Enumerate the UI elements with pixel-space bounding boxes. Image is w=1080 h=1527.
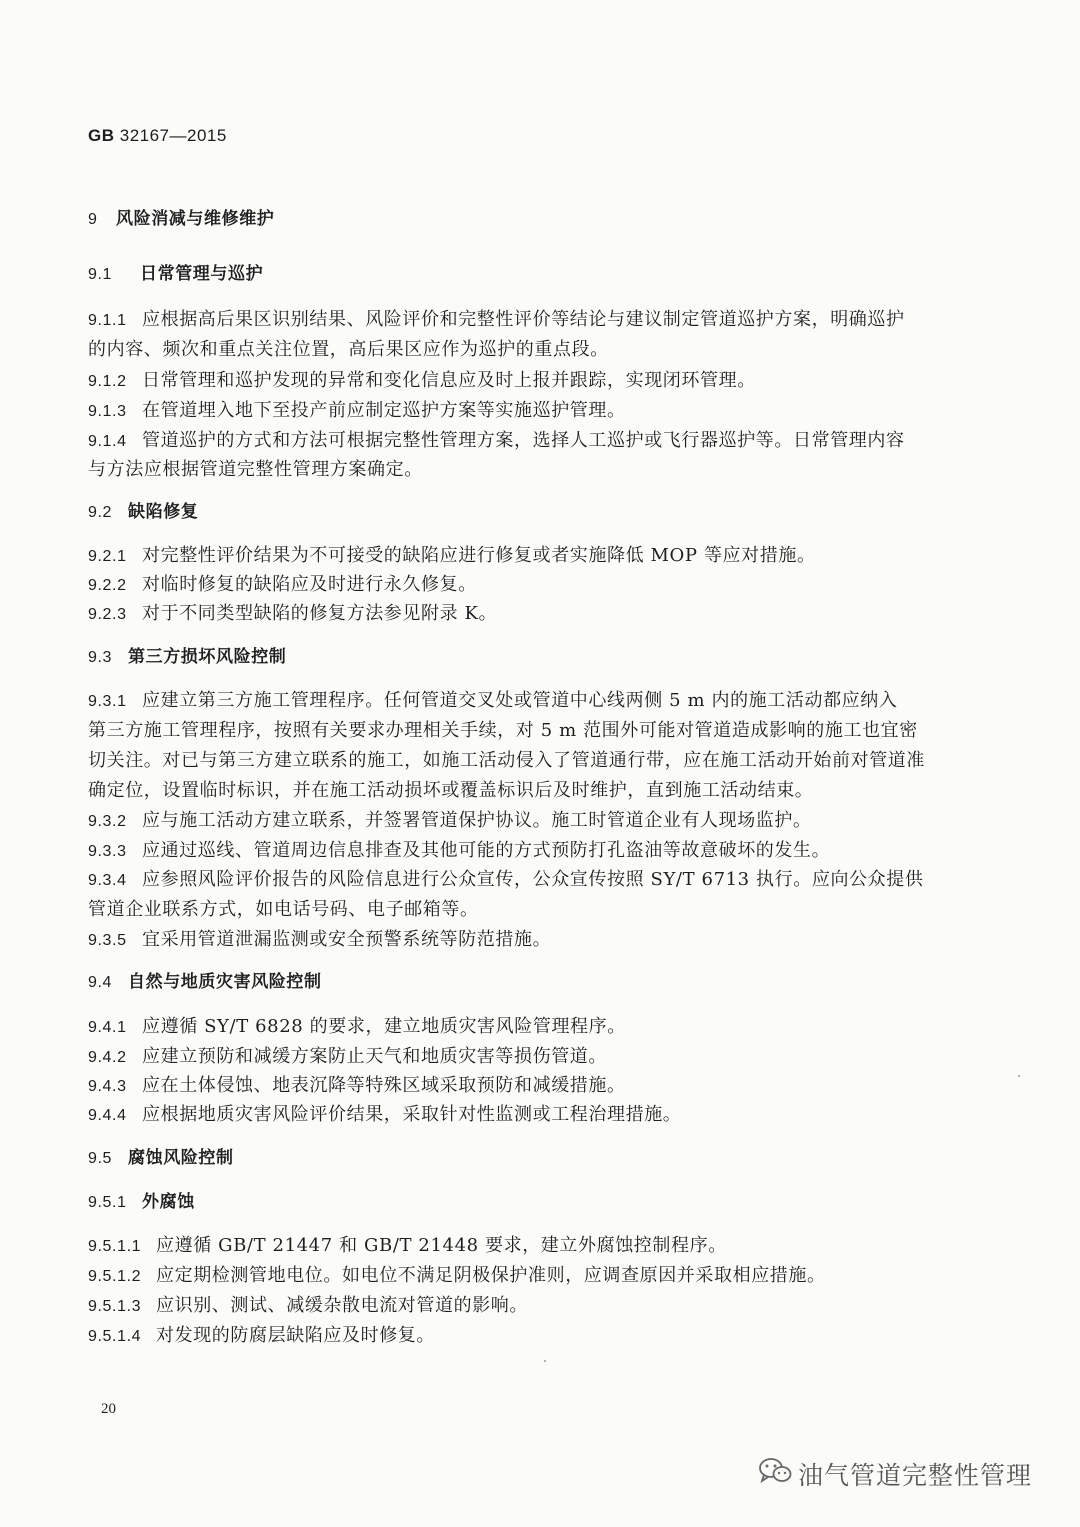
watermark-text: 油气管道完整性管理 xyxy=(798,1461,1033,1490)
clause-9-1-4: 9.1.4 管道巡护的方式和方法可根据完整性管理方案，选择人工巡护或飞行器巡护等。日常管理内容 xyxy=(88,430,905,451)
clause-9-2-2: 9.2.2 对临时修复的缺陷应及时进行永久修复。 xyxy=(88,574,477,595)
section-heading-9-2: 9.2 缺陷修复 xyxy=(88,502,199,522)
clause-9-3-5: 9.3.5 宜采用管道泄漏监测或安全预警系统等防范措施。 xyxy=(88,929,552,950)
clause-9-1-1: 9.1.1 应根据高后果区识别结果、风险评价和完整性评价等结论与建议制定管道巡护方案，明确巡护 xyxy=(88,309,905,330)
clause-9-5-1-1: 9.5.1.1 应遵循 GB/T 21447 和 GB/T 21448 要求，建立外腐蚀控制程序。 xyxy=(88,1235,727,1256)
wechat-icon xyxy=(758,1457,792,1491)
clause-9-3-3: 9.3.3 应通过巡线、管道周边信息排查及其他可能的方式预防打孔盗油等故意破坏的发生。 xyxy=(88,840,831,861)
clause-9-4-3: 9.4.3 应在土体侵蚀、地表沉降等特殊区域采取预防和减缓措施。 xyxy=(88,1075,626,1096)
section-heading-9-5-1: 9.5.1 外腐蚀 xyxy=(88,1192,195,1212)
clause-9-3-4: 9.3.4 应参照风险评价报告的风险信息进行公众宣传，公众宣传按照 SY/T 6713 执行。应向公众提供 xyxy=(88,869,924,890)
clause-9-1-1-cont: 的内容、频次和重点关注位置，高后果区应作为巡护的重点段。 xyxy=(88,339,609,360)
page-number: 20 xyxy=(101,1401,116,1417)
document-code xyxy=(88,126,227,146)
clause-9-3-1-cont-1: 第三方施工管理程序，按照有关要求办理相关手续，对 5 m 范围外可能对管道造成影响的施工也宜密 xyxy=(88,720,918,741)
clause-9-2-1: 9.2.1 对完整性评价结果为不可接受的缺陷应进行修复或者实施降低 MOP 等应对措施。 xyxy=(88,545,816,566)
clause-9-3-4-cont: 管道企业联系方式，如电话号码、电子邮箱等。 xyxy=(88,899,479,920)
clause-9-2-3: 9.2.3 对于不同类型缺陷的修复方法参见附录 K。 xyxy=(88,603,498,624)
clause-9-4-4: 9.4.4 应根据地质灾害风险评价结果，采取针对性监测或工程治理措施。 xyxy=(88,1104,682,1125)
watermark xyxy=(758,1456,1032,1492)
standard-number: 32167—2015 xyxy=(119,126,227,145)
clause-9-5-1-3: 9.5.1.3 应识别、测试、减缓杂散电流对管道的影响。 xyxy=(88,1295,528,1316)
section-heading-9-5: 9.5 腐蚀风险控制 xyxy=(88,1148,234,1168)
section-heading-9: 9 风险消减与维修维护 xyxy=(88,209,275,229)
standard-prefix: GB xyxy=(88,126,115,145)
clause-9-1-3: 9.1.3 在管道埋入地下至投产前应制定巡护方案等实施巡护管理。 xyxy=(88,400,626,421)
scan-speck xyxy=(544,1360,546,1362)
section-heading-9-3: 9.3 第三方损坏风险控制 xyxy=(88,647,287,667)
clause-9-3-1-cont-2: 切关注。对已与第三方建立联系的施工，如施工活动侵入了管道通行带，应在施工活动开始前对管道准 xyxy=(88,750,925,771)
section-heading-9-1: 9.1 日常管理与巡护 xyxy=(88,264,264,284)
clause-9-4-2: 9.4.2 应建立预防和减缓方案防止天气和地质灾害等损伤管道。 xyxy=(88,1046,607,1067)
scan-speck xyxy=(1018,1075,1020,1077)
clause-9-3-2: 9.3.2 应与施工活动方建立联系，并签署管道保护协议。施工时管道企业有人现场监护。 xyxy=(88,810,812,831)
clause-9-1-2: 9.1.2 日常管理和巡护发现的异常和变化信息应及时上报并跟踪，实现闭环管理。 xyxy=(88,370,756,391)
section-heading-9-4: 9.4 自然与地质灾害风险控制 xyxy=(88,972,322,992)
clause-9-5-1-2: 9.5.1.2 应定期检测管地电位。如电位不满足阴极保护准则，应调查原因并采取相应措施。 xyxy=(88,1265,826,1286)
clause-9-3-1-cont-3: 确定位，设置临时标识，并在施工活动损坏或覆盖标识后及时维护，直到施工活动结束。 xyxy=(88,780,814,801)
clause-9-3-1: 9.3.1 应建立第三方施工管理程序。任何管道交叉处或管道中心线两侧 5 m 内的施工活动都应纳入 xyxy=(88,690,898,711)
clause-9-4-1: 9.4.1 应遵循 SY/T 6828 的要求，建立地质灾害风险管理程序。 xyxy=(88,1016,626,1037)
clause-9-5-1-4: 9.5.1.4 对发现的防腐层缺陷应及时修复。 xyxy=(88,1325,435,1346)
clause-9-1-4-cont: 与方法应根据管道完整性管理方案确定。 xyxy=(88,459,423,480)
